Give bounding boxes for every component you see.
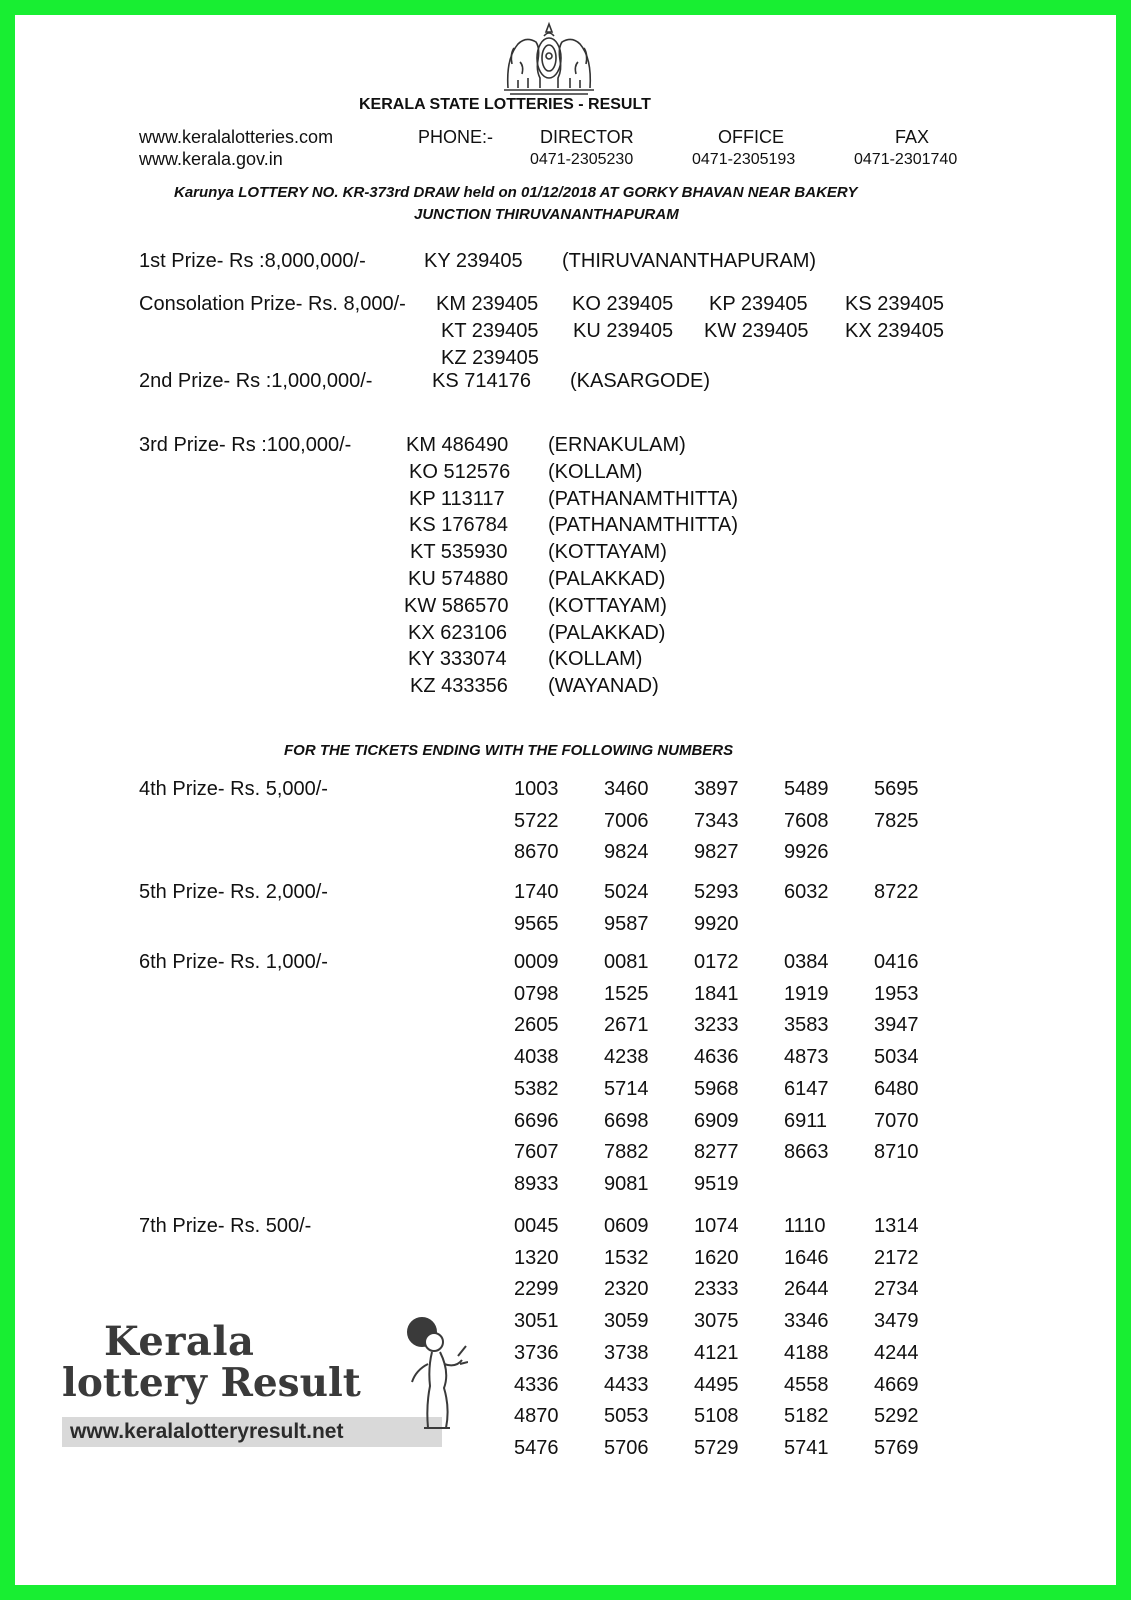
website-link-primary[interactable]: www.keralalotteries.com <box>139 127 334 147</box>
third-prize-place: (KOTTAYAM) <box>548 595 667 617</box>
sixth-prize-label: 6th Prize- Rs. 1,000/- <box>139 951 328 973</box>
ticket-number: 3075 <box>694 1310 739 1333</box>
third-prize-place: (PALAKKAD) <box>548 568 666 590</box>
ticket-number: 7608 <box>784 809 829 832</box>
ticket-number: 4121 <box>694 1341 739 1364</box>
ticket-number: 5476 <box>514 1436 559 1459</box>
ticket-number: 4870 <box>514 1405 559 1428</box>
director-label: DIRECTOR <box>540 127 634 147</box>
ticket-number: 0384 <box>784 951 829 973</box>
ticket-number: 3738 <box>604 1341 649 1364</box>
third-prize-place: (PALAKKAD) <box>548 622 666 644</box>
third-prize-ticket: KX 623106 <box>408 622 507 644</box>
ticket-number: 9081 <box>604 1172 649 1195</box>
ticket-number: 6032 <box>784 881 829 903</box>
draw-info-line1: Karunya LOTTERY NO. KR-373rd DRAW held on 01/12/2018 AT GORKY BHAVAN NEAR BAKERY <box>174 184 858 201</box>
ticket-number: 2333 <box>694 1278 739 1301</box>
ticket-number: 5714 <box>604 1077 649 1100</box>
ticket-number: 3947 <box>874 1014 919 1037</box>
ticket-number: 5108 <box>694 1405 739 1428</box>
ticket-number: 4433 <box>604 1373 649 1396</box>
ticket-number: 4669 <box>874 1373 919 1396</box>
ticket-number: 9827 <box>694 841 739 864</box>
third-prize-ticket: KU 574880 <box>408 568 509 590</box>
ticket-number: 1919 <box>784 982 829 1005</box>
ticket-number: 4873 <box>784 1046 829 1069</box>
ticket-number: 1003 <box>514 778 559 800</box>
page-title: KERALA STATE LOTTERIES - RESULT <box>359 96 651 113</box>
ticket-number: 9565 <box>514 912 559 935</box>
ticket-number: 2172 <box>874 1246 919 1269</box>
draw-info-line2: JUNCTION THIRUVANANTHAPURAM <box>414 206 679 223</box>
second-prize-label: 2nd Prize- Rs :1,000,000/- <box>139 370 373 392</box>
ticket-number: 3233 <box>694 1014 739 1037</box>
ticket-number: 8710 <box>874 1141 919 1164</box>
fax-number: 0471-2301740 <box>854 151 958 168</box>
ticket-number: 4038 <box>514 1046 559 1069</box>
ticket-number: 5968 <box>694 1077 739 1100</box>
ticket-number: 1620 <box>694 1246 739 1269</box>
watermark-subtitle: lottery Result <box>62 1360 361 1406</box>
third-prize-ticket: KP 113117 <box>409 488 505 510</box>
ticket-number: 5293 <box>694 881 739 903</box>
phone-label: PHONE:- <box>418 127 494 147</box>
ticket-number: 7070 <box>874 1109 919 1132</box>
ticket-number: 3346 <box>784 1310 829 1333</box>
office-label: OFFICE <box>718 127 784 147</box>
fourth-prize-label: 4th Prize- Rs. 5,000/- <box>139 778 328 800</box>
third-prize-ticket: KS 176784 <box>409 514 508 536</box>
ticket-number: 5741 <box>784 1436 829 1459</box>
ticket-number: 4558 <box>784 1373 829 1396</box>
ticket-number: 5182 <box>784 1405 829 1428</box>
ticket-number: 1320 <box>514 1246 559 1269</box>
third-prize-ticket: KY 333074 <box>408 648 507 670</box>
ticket-number: 3460 <box>604 778 649 800</box>
third-prize-place: (KOTTAYAM) <box>548 541 667 563</box>
ticket-number: 4495 <box>694 1373 739 1396</box>
ticket-number: 1646 <box>784 1246 829 1269</box>
third-prize-place: (KOLLAM) <box>548 461 643 483</box>
ticket-number: 6147 <box>784 1077 829 1100</box>
ticket-number: 5034 <box>874 1046 919 1069</box>
ticket-number: 7607 <box>514 1141 559 1164</box>
second-prize-ticket: KS 714176 <box>432 370 531 392</box>
ticket-number: 3479 <box>874 1310 919 1333</box>
ticket-number: 9920 <box>694 912 739 935</box>
consolation-prize-label: Consolation Prize- Rs. 8,000/- <box>139 293 406 315</box>
ticket-number: 7006 <box>604 809 649 832</box>
fifth-prize-label: 5th Prize- Rs. 2,000/- <box>139 881 328 903</box>
ticket-number: 6911 <box>784 1109 828 1132</box>
consolation-ticket: KT 239405 <box>441 320 539 342</box>
seventh-prize-label: 7th Prize- Rs. 500/- <box>139 1215 312 1237</box>
third-prize-place: (PATHANAMTHITTA) <box>548 488 738 510</box>
ticket-number: 0416 <box>874 951 919 973</box>
tickets-ending-note: FOR THE TICKETS ENDING WITH THE FOLLOWING NUMBERS <box>284 742 734 759</box>
ticket-number: 6696 <box>514 1109 559 1132</box>
ticket-number: 1953 <box>874 982 919 1005</box>
consolation-ticket: KX 239405 <box>845 320 944 342</box>
third-prize-ticket: KM 486490 <box>406 434 509 456</box>
first-prize-label: 1st Prize- Rs :8,000,000/- <box>139 250 366 272</box>
ticket-number: 9926 <box>784 841 829 864</box>
ticket-number: 1525 <box>604 982 649 1005</box>
ticket-number: 8670 <box>514 841 559 864</box>
ticket-number: 0172 <box>694 951 739 973</box>
consolation-ticket: KO 239405 <box>572 293 674 315</box>
ticket-number: 6698 <box>604 1109 649 1132</box>
ticket-number: 8663 <box>784 1141 829 1164</box>
third-prize-place: (PATHANAMTHITTA) <box>548 514 738 536</box>
ticket-number: 5722 <box>514 809 559 832</box>
third-prize-ticket: KO 512576 <box>409 461 511 483</box>
consolation-ticket: KM 239405 <box>436 293 539 315</box>
ticket-number: 1110 <box>784 1215 826 1237</box>
ticket-number: 7825 <box>874 809 919 832</box>
ticket-number: 5292 <box>874 1405 919 1428</box>
ticket-number: 8277 <box>694 1141 739 1164</box>
ticket-number: 9824 <box>604 841 649 864</box>
ticket-number: 5053 <box>604 1405 649 1428</box>
third-prize-label: 3rd Prize- Rs :100,000/- <box>139 434 352 456</box>
website-link-secondary[interactable]: www.kerala.gov.in <box>139 149 283 169</box>
first-prize-ticket: KY 239405 <box>424 250 523 272</box>
ticket-number: 2320 <box>604 1278 649 1301</box>
consolation-ticket: KS 239405 <box>845 293 944 315</box>
ticket-number: 3736 <box>514 1341 559 1364</box>
ticket-number: 6480 <box>874 1077 919 1100</box>
ticket-number: 0045 <box>514 1215 559 1237</box>
ticket-number: 8933 <box>514 1172 559 1195</box>
ticket-number: 1074 <box>694 1215 739 1237</box>
ticket-number: 2299 <box>514 1278 559 1301</box>
third-prize-ticket: KZ 433356 <box>410 675 508 697</box>
fax-label: FAX <box>895 127 930 147</box>
ticket-number: 0798 <box>514 982 559 1005</box>
ticket-number: 2644 <box>784 1278 829 1301</box>
third-prize-place: (ERNAKULAM) <box>548 434 686 456</box>
ticket-number: 5024 <box>604 881 649 903</box>
ticket-number: 7882 <box>604 1141 649 1164</box>
ticket-number: 2671 <box>604 1014 649 1037</box>
ticket-number: 1532 <box>604 1246 649 1269</box>
ticket-number: 5729 <box>694 1436 739 1459</box>
ticket-number: 5489 <box>784 778 829 800</box>
watermark-title: Kerala <box>104 1318 255 1365</box>
watermark-url[interactable]: www.keralalotteryresult.net <box>70 1420 344 1443</box>
ticket-number: 8722 <box>874 881 919 903</box>
kerala-emblem-icon <box>500 18 598 96</box>
first-prize-place: (THIRUVANANTHAPURAM) <box>562 250 817 272</box>
third-prize-place: (WAYANAD) <box>548 675 659 697</box>
ticket-number: 9519 <box>694 1172 739 1195</box>
ticket-number: 5769 <box>874 1436 919 1459</box>
ticket-number: 0009 <box>514 951 559 973</box>
consolation-ticket: KP 239405 <box>709 293 808 315</box>
ticket-number: 4336 <box>514 1373 559 1396</box>
ticket-number: 4636 <box>694 1046 739 1069</box>
ticket-number: 1740 <box>514 881 559 903</box>
third-prize-place: (KOLLAM) <box>548 648 643 670</box>
ticket-number: 1314 <box>874 1215 919 1237</box>
ticket-number: 4244 <box>874 1341 919 1364</box>
ticket-number: 2734 <box>874 1278 919 1301</box>
ticket-number: 0609 <box>604 1215 649 1237</box>
director-number: 0471-2305230 <box>530 151 634 168</box>
ticket-number: 4188 <box>784 1341 829 1364</box>
ticket-number: 3897 <box>694 778 739 800</box>
ticket-number: 0081 <box>604 951 649 973</box>
second-prize-place: (KASARGODE) <box>570 370 711 392</box>
ticket-number: 3583 <box>784 1014 829 1037</box>
ticket-number: 2605 <box>514 1014 559 1037</box>
third-prize-ticket: KT 535930 <box>410 541 508 563</box>
third-prize-ticket: KW 586570 <box>404 595 509 617</box>
ticket-number: 5706 <box>604 1436 649 1459</box>
ticket-number: 9587 <box>604 912 649 935</box>
ticket-number: 7343 <box>694 809 739 832</box>
ticket-number: 3051 <box>514 1310 559 1333</box>
consolation-ticket: KW 239405 <box>704 320 809 342</box>
consolation-ticket: KZ 239405 <box>441 347 539 369</box>
mascot-figure-icon <box>398 1316 468 1436</box>
ticket-number: 5695 <box>874 778 919 800</box>
ticket-number: 1841 <box>694 982 739 1005</box>
ticket-number: 3059 <box>604 1310 649 1333</box>
ticket-number: 6909 <box>694 1109 739 1132</box>
office-number: 0471-2305193 <box>692 151 796 168</box>
ticket-number: 5382 <box>514 1077 559 1100</box>
ticket-number: 4238 <box>604 1046 649 1069</box>
consolation-ticket: KU 239405 <box>573 320 674 342</box>
